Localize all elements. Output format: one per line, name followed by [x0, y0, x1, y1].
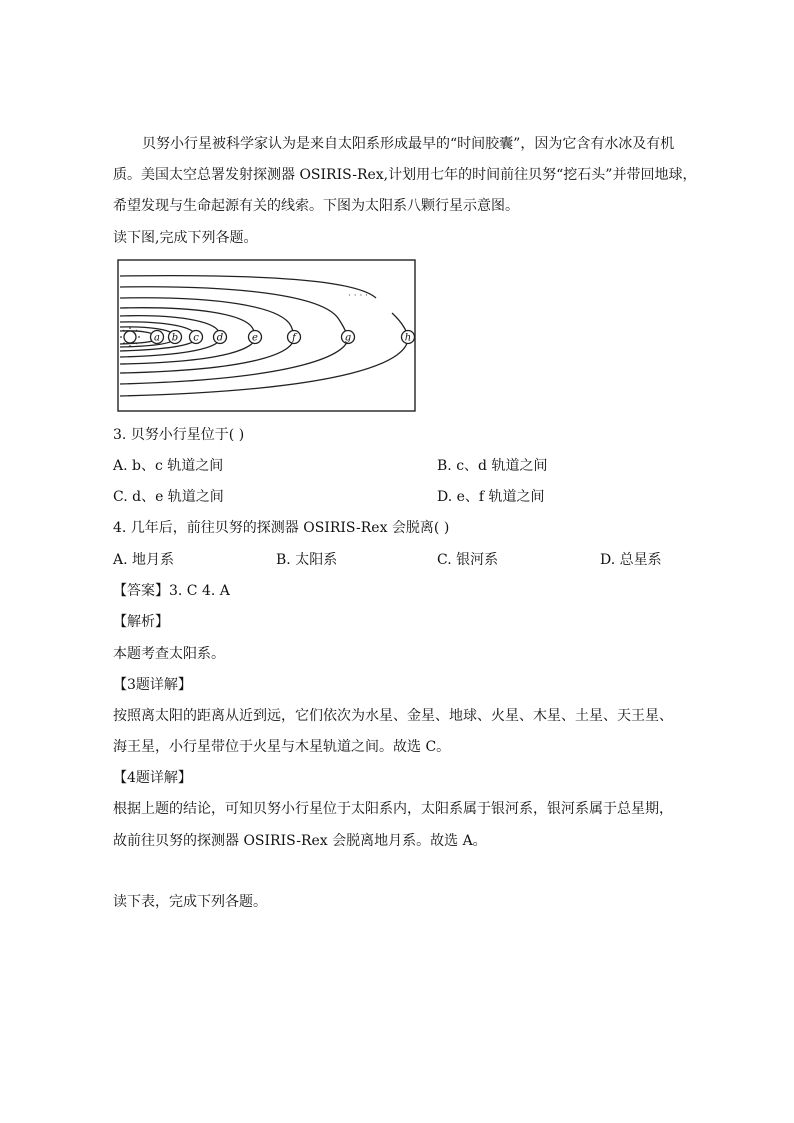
intro-line-3: 希望发现与生命起源有关的线索。下图为太阳系八颗行星示意图。 [113, 198, 519, 214]
planet-c [190, 331, 203, 344]
planet-label-f: f [292, 332, 296, 344]
detail-4-line-1: 根据上题的结论，可知贝努小行星位于太阳系内，太阳系属于银河系，银河系属于总星期， [113, 801, 673, 817]
planet-d [214, 331, 227, 344]
question-3-stem: 3. 贝努小行星位于( ) [113, 427, 245, 443]
next-instruction: 读下表，完成下列各题。 [113, 894, 267, 910]
detail-4-line-2: 故前往贝努的探测器 OSIRIS-Rex 会脱离地月系。故选 A。 [113, 833, 487, 849]
answer-line: 【答案】3. C 4. A [113, 583, 230, 599]
detail-3-line-1: 按照离太阳的距离从近到远，它们依次为水星、金星、地球、火星、木星、土星、天王星、 [113, 708, 673, 724]
planet-label-g: g [344, 332, 352, 344]
analysis-heading: 【解析】 [113, 614, 169, 630]
outer-dots: · · · · [348, 291, 369, 301]
planet-label-a: a [154, 332, 160, 344]
planet-a [151, 331, 164, 344]
planet-label-e: e [252, 332, 258, 344]
q4-option-d[interactable]: D. 总星系 [600, 552, 662, 568]
figure-instruction: 读下图,完成下列各题。 [113, 230, 258, 246]
planet-b [169, 331, 182, 344]
q3-option-b[interactable]: B. c、d 轨道之间 [437, 458, 548, 474]
planet-label-h: h [404, 332, 412, 344]
detail-3-heading: 【3题详解】 [113, 677, 192, 693]
q3-option-c[interactable]: C. d、e 轨道之间 [113, 489, 224, 505]
planet-label-d: d [216, 332, 224, 344]
q4-option-b[interactable]: B. 太阳系 [276, 552, 338, 568]
planet-e [249, 331, 262, 344]
solar-system-diagram [116, 258, 418, 413]
intro-line-1: 贝努小行星被科学家认为是来自太阳系形成最早的“时间胶囊”，因为它含有水冰及有机 [142, 136, 675, 152]
q3-option-d[interactable]: D. e、f 轨道之间 [437, 489, 545, 505]
q4-option-c[interactable]: C. 银河系 [437, 552, 499, 568]
intro-line-2: 质。美国太空总署发射探测器 OSIRIS-Rex,计划用七年的时间前往贝努“挖石头”并带回地球， [113, 167, 697, 183]
question-4-stem: 4. 几年后，前往贝努的探测器 OSIRIS-Rex 会脱离( ) [113, 520, 450, 536]
planet-g [342, 331, 355, 344]
planet-h [402, 331, 415, 344]
detail-3-line-2: 海王星，小行星带位于火星与木星轨道之间。故选 C。 [113, 739, 451, 755]
q4-option-a[interactable]: A. 地月系 [113, 552, 175, 568]
planet-label-b: b [171, 332, 179, 344]
q3-option-a[interactable]: A. b、c 轨道之间 [113, 458, 224, 474]
planet-label-c: c [193, 332, 199, 344]
planet-f [288, 331, 301, 344]
detail-4-heading: 【4题详解】 [113, 770, 192, 786]
analysis-text: 本题考查太阳系。 [113, 646, 225, 662]
